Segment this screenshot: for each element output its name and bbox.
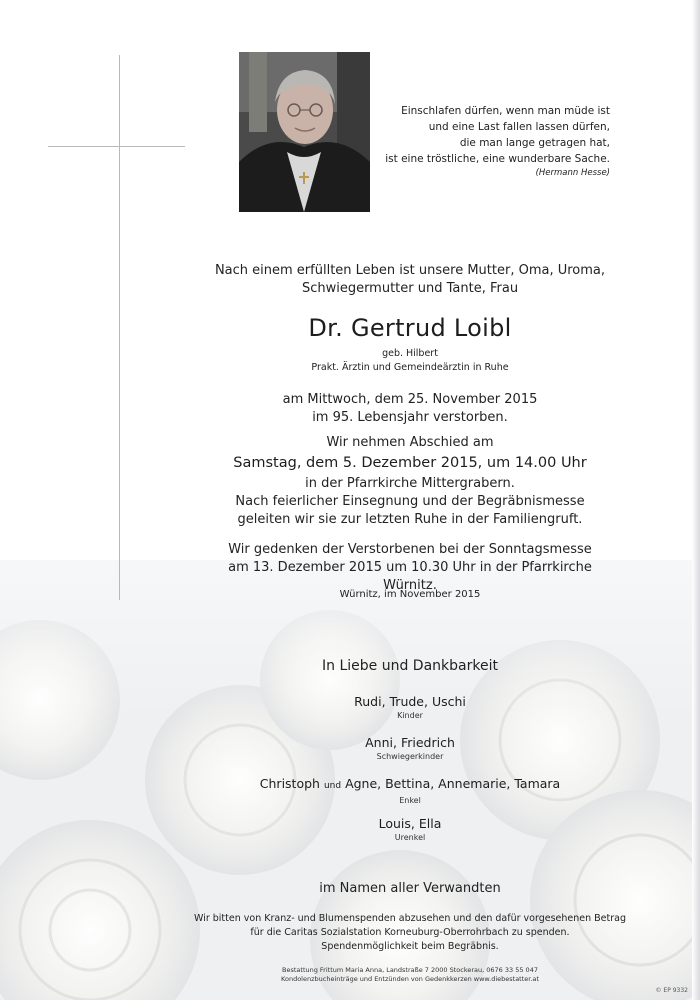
mourner-names-b: Agne, Bettina, Annemarie, Tamara <box>345 776 561 791</box>
donation-line: Spendenmöglichkeit beim Begräbnis. <box>321 941 499 952</box>
mourner-relation: Enkel <box>399 796 421 805</box>
quote-line: die man lange getragen hat, <box>459 137 610 149</box>
donation-request <box>175 912 645 954</box>
memorial-line: Wir gedenken der Verstorbenen bei der Sonntagsmesse <box>228 542 592 557</box>
quote-line: ist eine tröstliche, eine wunderbare Sache. <box>385 153 610 165</box>
print-code: © EP 9332 <box>655 987 688 994</box>
quote-author: (Hermann Hesse) <box>535 168 610 178</box>
intro-line: Nach einem erfüllten Leben ist unsere Mutter, Oma, Uroma, <box>214 263 606 278</box>
relatives <box>200 880 620 898</box>
donation-post: zu spenden. <box>511 927 570 938</box>
mourner-relation: Urenkel <box>394 833 426 842</box>
memorial-line: am 13. Dezember 2015 um 10.30 Uhr in der Pfarrkirche Würnitz. <box>228 560 592 593</box>
mourner-group <box>200 775 620 806</box>
death-date: am Mittwoch, dem 25. November 2015 <box>282 392 538 407</box>
footer-line: Kondolenzbucheinträge und Entzünden von Gedenkkerzen www.diebestatter.at <box>281 975 539 983</box>
funeral-info <box>200 434 620 529</box>
death-info <box>200 391 620 427</box>
funeral-line: geleiten wir sie zur letzten Ruhe in der Familiengruft. <box>237 512 583 527</box>
deceased-block <box>200 313 620 375</box>
intro-line: Schwiegermutter und Tante, Frau <box>301 281 519 296</box>
mourner-group <box>200 815 620 843</box>
funeral-date: Samstag, dem 5. Dezember 2015, um 14.00 Uhr <box>233 455 587 471</box>
mourner-names: Rudi, Trude, Uschi <box>354 694 466 709</box>
mourner-names-a: Christoph <box>259 776 320 791</box>
mourner-names <box>200 775 620 795</box>
mourner-group <box>200 693 620 721</box>
death-age: im 95. Lebensjahr verstorben. <box>312 410 508 425</box>
quote-line: und eine Last fallen lassen dürfen, <box>428 121 610 133</box>
funeral-home-footer <box>210 966 610 984</box>
footer-line: Bestattung Frittum Maria Anna, Landstraße 7 2000 Stockerau, 0676 33 55 047 <box>282 966 538 974</box>
mourner-relation: Schwiegerkinder <box>376 752 444 761</box>
mourner-und: und <box>323 781 342 791</box>
farewell-intro: Wir nehmen Abschied am <box>326 435 494 450</box>
place-date <box>200 588 620 602</box>
hesse-quote <box>385 103 610 180</box>
page-edge-shadow <box>692 0 700 1000</box>
donation-line: Wir bitten von Kranz- und Blumenspenden abzusehen und den dafür vorgesehenen Betrag <box>194 913 626 924</box>
place-date-text: Würnitz, im November 2015 <box>339 589 481 600</box>
birth-name: geb. Hilbert <box>382 348 438 359</box>
deceased-name: Dr. Gertrud Loibl <box>308 314 512 342</box>
donation-organization: Caritas Sozialstation Korneuburg-Oberrohrbach <box>284 927 509 938</box>
donation-pre: für die <box>250 927 282 938</box>
relatives-text: im Namen aller Verwandten <box>319 881 501 896</box>
quote-line: Einschlafen dürfen, wenn man müde ist <box>401 105 610 117</box>
cross-horizontal-line <box>48 146 185 147</box>
portrait-photo <box>239 52 370 212</box>
profession: Prakt. Ärztin und Gemeindeärztin in Ruhe <box>311 362 509 373</box>
cross-vertical-line <box>119 55 120 600</box>
mourner-names: Anni, Friedrich <box>365 735 455 750</box>
closing-heading-text: In Liebe und Dankbarkeit <box>322 658 498 674</box>
donation-line <box>175 926 645 940</box>
mourner-group <box>200 734 620 762</box>
closing-heading <box>200 656 620 676</box>
memorial-mass <box>200 541 620 595</box>
mourner-relation: Kinder <box>397 711 423 720</box>
funeral-place: in der Pfarrkirche Mittergrabern. <box>305 476 515 491</box>
mourner-names: Louis, Ella <box>378 816 442 831</box>
funeral-line: Nach feierlicher Einsegnung und der Begräbnismesse <box>235 494 585 509</box>
intro-text <box>200 262 620 298</box>
